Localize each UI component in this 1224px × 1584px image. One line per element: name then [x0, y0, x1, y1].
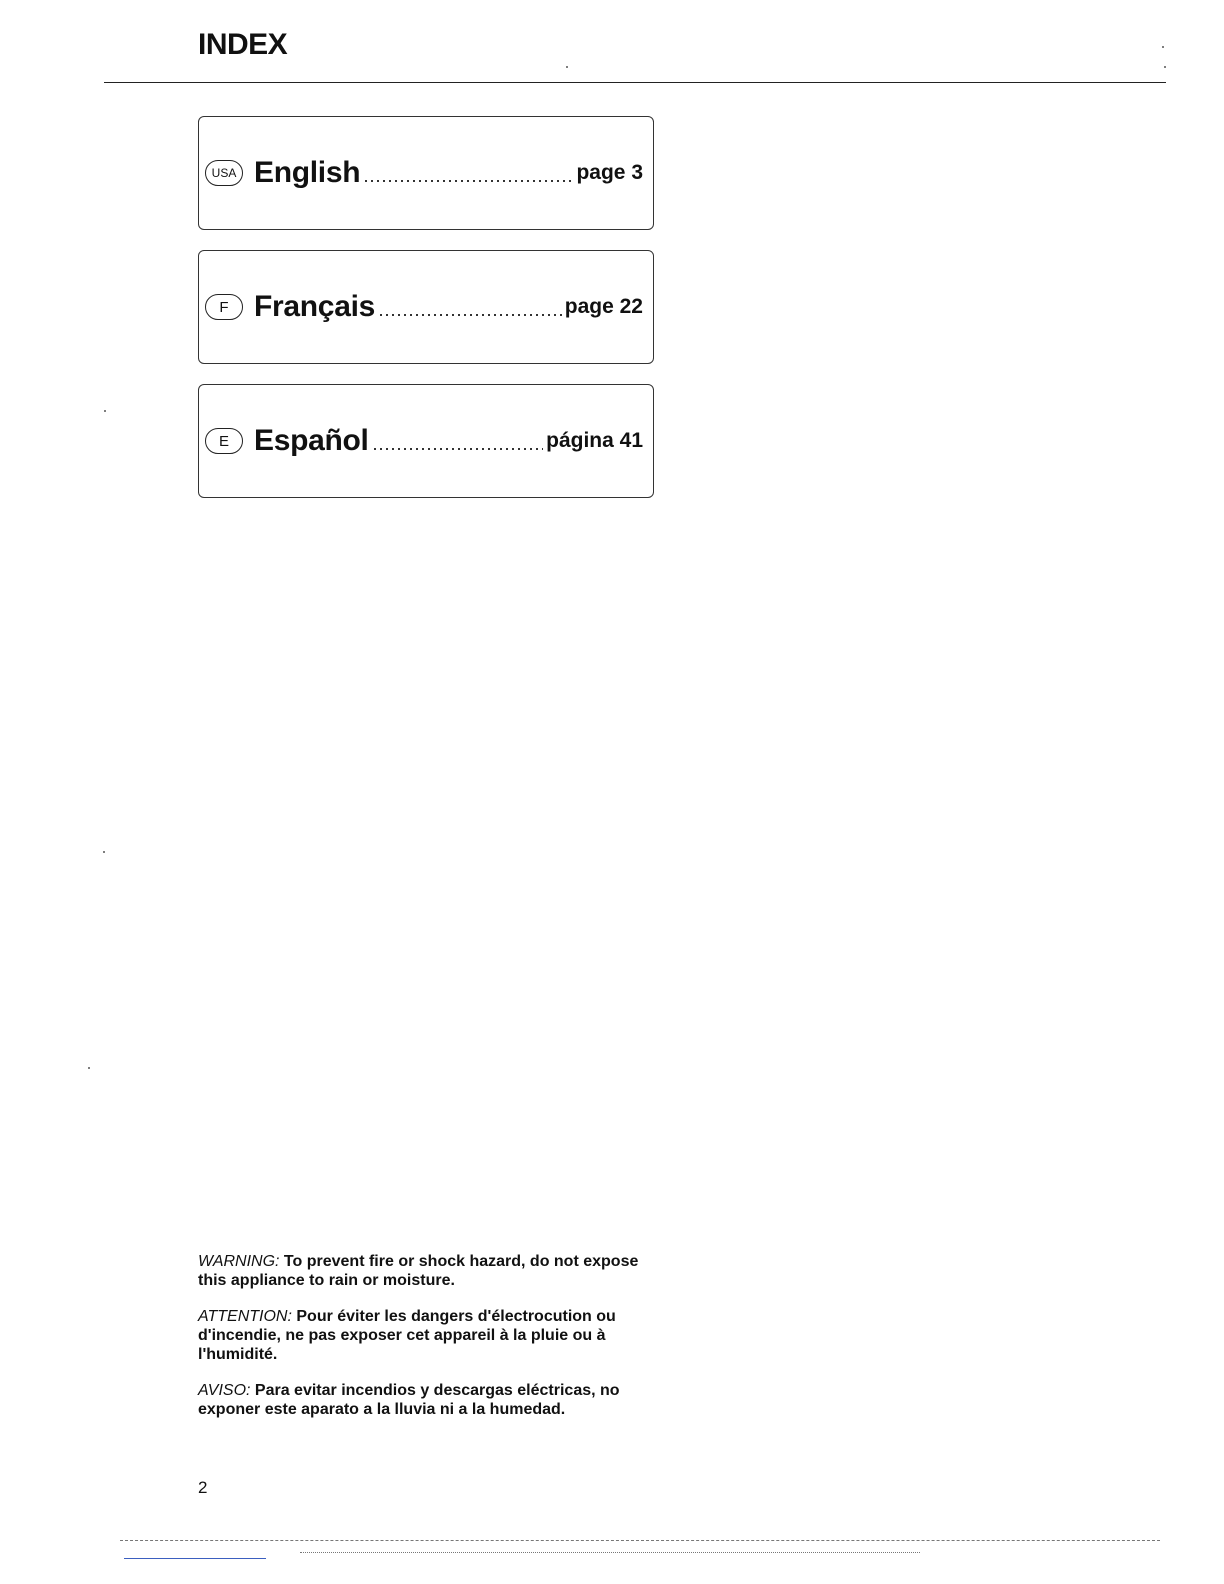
safety-warnings	[198, 1252, 668, 1436]
warning-spanish	[198, 1381, 668, 1419]
language-name: Español	[254, 424, 369, 457]
warning-label: ATTENTION:	[198, 1308, 292, 1325]
language-name: English	[254, 156, 361, 189]
warning-french	[198, 1307, 668, 1364]
scan-artifact-line	[124, 1558, 266, 1559]
index-entry-francais[interactable]	[198, 250, 654, 364]
warning-label: WARNING:	[198, 1253, 280, 1270]
page-number: 2	[198, 1478, 208, 1497]
page-reference: page 22	[564, 295, 643, 318]
index-entry-english[interactable]	[198, 116, 654, 230]
language-name: Français	[254, 290, 375, 323]
page-title: INDEX	[198, 28, 288, 61]
dot-leader	[378, 314, 562, 316]
france-badge-icon: F	[205, 294, 243, 320]
dot-leader	[372, 448, 544, 450]
warning-text: To prevent fire or shock hazard, do not expose this appliance to rain or moisture.	[198, 1253, 639, 1289]
index-entry-espanol[interactable]	[198, 384, 654, 498]
usa-badge-icon: USA	[205, 160, 243, 186]
warning-english	[198, 1252, 668, 1290]
scan-artifact-line	[300, 1552, 920, 1553]
scan-artifact-dot	[566, 66, 568, 68]
scan-artifact-dot	[1164, 66, 1166, 68]
header-divider	[104, 82, 1166, 83]
dot-leader	[363, 180, 573, 182]
scan-artifact-dot	[104, 410, 106, 412]
warning-text: Pour éviter les dangers d'électrocution ou d'incendie, ne pas exposer cet appareil à la pluie ou à l'humidité.	[198, 1308, 616, 1363]
warning-text: Para evitar incendios y descargas eléctricas, no exponer este aparato a la lluvia ni a la humedad.	[198, 1382, 620, 1418]
page-reference: página 41	[546, 429, 643, 452]
scan-artifact-dot	[88, 1067, 90, 1069]
scan-artifact-dot	[103, 851, 105, 853]
warning-label: AVISO:	[198, 1382, 251, 1399]
spain-badge-icon: E	[205, 428, 243, 454]
page-reference: page 3	[576, 161, 643, 184]
scan-artifact-line	[120, 1540, 1160, 1541]
scan-artifact-dot	[1162, 46, 1164, 48]
